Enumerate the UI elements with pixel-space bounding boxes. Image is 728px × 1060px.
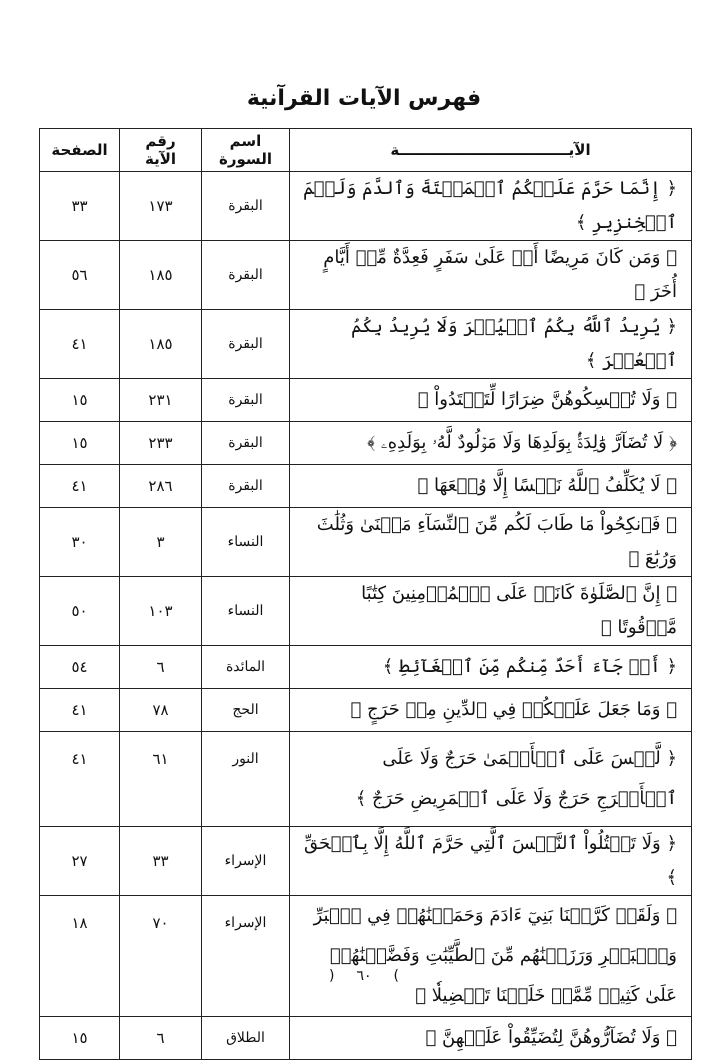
page-ref: ٤١ xyxy=(40,732,120,827)
table-header-row xyxy=(40,129,692,172)
verse-text: ﴿ إِنَّمَا حَرَّمَ عَلَيۡكُمُ ٱلۡمَيۡتَةَ وَٱلدَّمَ وَلَحۡمَ ٱلۡخِنزِيرِ ﴾ xyxy=(290,172,692,241)
ayah-number: ٧٨ xyxy=(120,689,202,732)
header-page: الصفحة xyxy=(40,129,120,172)
verse-text: ﴿ وَلَا تُمۡسِكُوهُنَّ ضِرَارًا لِّتَعۡتَدُواْ ﴾ xyxy=(290,379,692,422)
table-row xyxy=(40,896,692,1017)
page-number-paren-open: ) xyxy=(393,968,399,984)
page-ref: ١٥ xyxy=(40,1017,120,1060)
verse-text: ﴿ إِنَّ ٱلصَّلَوٰةَ كَانَتۡ عَلَى ٱلۡمُؤۡمِنِينَ كِتَٰبًا مَّوۡقُوتًا ﴾ xyxy=(290,577,692,646)
surah-name: الطلاق xyxy=(202,1017,290,1060)
table-row xyxy=(40,172,692,241)
surah-name: الإسراء xyxy=(202,827,290,896)
ayah-number: ٢٨٦ xyxy=(120,465,202,508)
surah-name: الحج xyxy=(202,689,290,732)
page-number xyxy=(0,966,728,986)
verse-text: ﴿ أَوۡ جَآءَ أَحَدٌ مِّنكُم مِّنَ ٱلۡغَآئِطِ ﴾ xyxy=(290,646,692,689)
ayah-number: ٣ xyxy=(120,508,202,577)
ayah-number: ٢٣١ xyxy=(120,379,202,422)
ayah-number: ٣٣ xyxy=(120,827,202,896)
page-ref: ١٨ xyxy=(40,896,120,1017)
ayah-number: ٦ xyxy=(120,646,202,689)
ayah-number: ١٠٣ xyxy=(120,577,202,646)
surah-name: المائدة xyxy=(202,646,290,689)
surah-name: النساء xyxy=(202,577,290,646)
table-row xyxy=(40,379,692,422)
page-ref: ٤١ xyxy=(40,689,120,732)
table-row xyxy=(40,465,692,508)
ayah-number: ١٧٣ xyxy=(120,172,202,241)
verse-text: ﴿ فَٱنكِحُواْ مَا طَابَ لَكُم مِّنَ ٱلنِّسَآءِ مَثۡنَىٰ وَثُلَٰثَ وَرُبَٰعَ ﴾ xyxy=(290,508,692,577)
page-ref: ٢٧ xyxy=(40,827,120,896)
surah-name: البقرة xyxy=(202,310,290,379)
surah-name: البقرة xyxy=(202,241,290,310)
surah-name: البقرة xyxy=(202,172,290,241)
ayah-number: ٦ xyxy=(120,1017,202,1060)
surah-name: البقرة xyxy=(202,465,290,508)
page-ref: ٥٠ xyxy=(40,577,120,646)
ayah-number: ١٨٥ xyxy=(120,310,202,379)
verse-text: ﴿ وَلَا تَقۡتُلُواْ ٱلنَّفۡسَ ٱلَّتِي حَرَّمَ ٱللَّهُ إِلَّا بِٱلۡحَقِّ ﴾ xyxy=(290,827,692,896)
table-row xyxy=(40,310,692,379)
page-ref: ٤١ xyxy=(40,465,120,508)
surah-name: الإسراء xyxy=(202,896,290,1017)
header-surah: اسم السورة xyxy=(202,129,290,172)
verse-text: ﴿ وَمَا جَعَلَ عَلَيۡكُمۡ فِي ٱلدِّينِ مِنۡ حَرَجٍ ﴾ xyxy=(290,689,692,732)
verse-text: ﴿ وَمَن كَانَ مَرِيضًا أَوۡ عَلَىٰ سَفَرٍ فَعِدَّةٌ مِّنۡ أَيَّامٍ أُخَرَ ﴾ xyxy=(290,241,692,310)
table-row xyxy=(40,646,692,689)
page-ref: ١٥ xyxy=(40,379,120,422)
ayah-number: ١٨٥ xyxy=(120,241,202,310)
surah-name: البقرة xyxy=(202,422,290,465)
table-row xyxy=(40,732,692,827)
page-number-value: ٦٠ xyxy=(356,968,372,984)
page-ref: ٥٦ xyxy=(40,241,120,310)
verse-text: ﴿ وَلَا تُضَآرُّوهُنَّ لِتُضَيِّقُواْ عَلَيۡهِنَّ ﴾ xyxy=(290,1017,692,1060)
page-ref: ٥٤ xyxy=(40,646,120,689)
ayah-number: ٦١ xyxy=(120,732,202,827)
verse-text: ﴿ وَلَقَدۡ كَرَّمۡنَا بَنِيٓ ءَادَمَ وَحَمَلۡنَٰهُمۡ فِي ٱلۡبَرِّ وَٱلۡبَحۡرِ وَرَزَقۡنَٰهُم مِّنَ ٱلطَّيِّبَٰتِ وَفَضَّلۡنَٰهُمۡ عَلَىٰ كَثِيرٖ مِّمَّنۡ خَلَقۡنَا تَفۡضِيلٗا ﴾ xyxy=(290,896,692,1017)
ayah-number: ٢٣٣ xyxy=(120,422,202,465)
table-row xyxy=(40,1017,692,1060)
table-row xyxy=(40,422,692,465)
ayah-number: ٧٠ xyxy=(120,896,202,1017)
page-ref: ١٥ xyxy=(40,422,120,465)
page-title: فهرس الآيات القرآنية xyxy=(246,86,482,111)
table-row xyxy=(40,577,692,646)
page-ref: ٤١ xyxy=(40,310,120,379)
verse-text: ﴿ لَّيۡسَ عَلَى ٱلۡأَعۡمَىٰ حَرَجٌ وَلَا عَلَى ٱلۡأَعۡرَجِ حَرَجٌ وَلَا عَلَى ٱلۡمَرِيضِ حَرَجٌ ﴾ xyxy=(290,732,692,827)
verses-index-table xyxy=(39,128,692,1060)
table-row xyxy=(40,827,692,896)
verse-text: ﴿ لَا تُضَآرَّ وَٰلِدَةُۢ بِوَلَدِهَا وَلَا مَوۡلُودٌ لَّهُۥ بِوَلَدِهِۦ ﴾ xyxy=(290,422,692,465)
verse-text: ﴿ لَا يُكَلِّفُ ٱللَّهُ نَفۡسًا إِلَّا وُسۡعَهَا ﴾ xyxy=(290,465,692,508)
surah-name: البقرة xyxy=(202,379,290,422)
header-verse: الآيـــــــــــــــــــــــــــــــــة xyxy=(290,129,692,172)
table-row xyxy=(40,508,692,577)
table-row xyxy=(40,241,692,310)
surah-name: النساء xyxy=(202,508,290,577)
page-ref: ٣٠ xyxy=(40,508,120,577)
verse-text: ﴿ يُرِيدُ ٱللَّهُ بِكُمُ ٱلۡيُسۡرَ وَلَا يُرِيدُ بِكُمُ ٱلۡعُسۡرَ ﴾ xyxy=(290,310,692,379)
table-row xyxy=(40,689,692,732)
header-ayah-number: رقم الآية xyxy=(120,129,202,172)
page-number-paren-close: ( xyxy=(329,968,335,984)
surah-name: النور xyxy=(202,732,290,827)
page-ref: ٣٣ xyxy=(40,172,120,241)
